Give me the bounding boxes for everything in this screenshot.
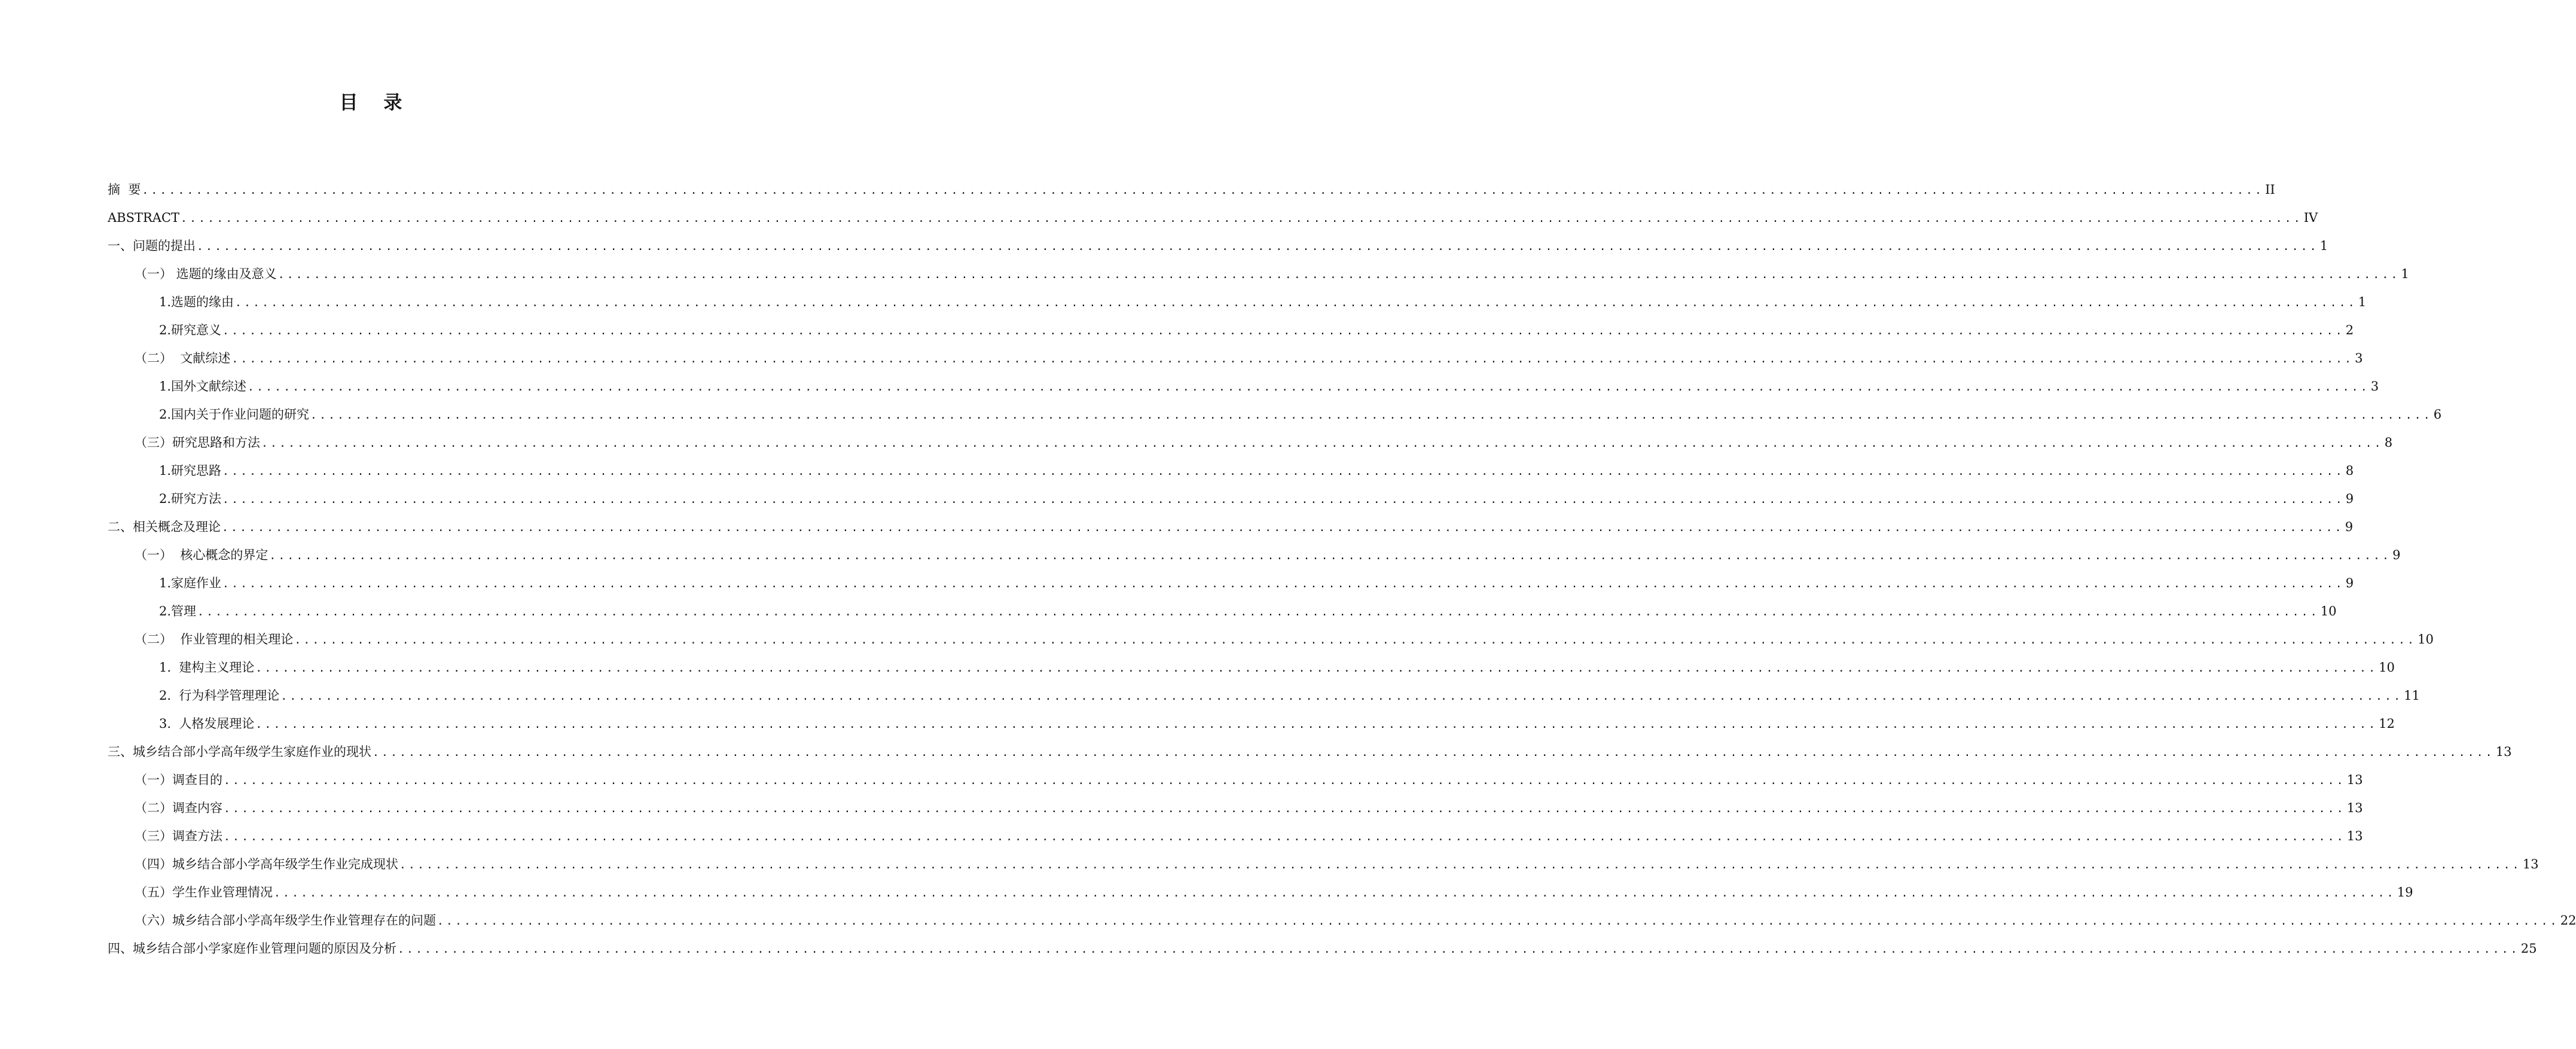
toc-dot-leader: ............................................................................................................................................................................................................................................ xyxy=(222,578,2345,590)
toc-dot-leader: ............................................................................................................................................................................................................................................ xyxy=(235,297,2357,309)
toc-entry-label: 2.研究方法 xyxy=(159,492,222,506)
toc-page-number: 1 xyxy=(2358,295,2367,309)
toc-entry-label: 二、相关概念及理论 xyxy=(108,520,221,534)
toc-entry[interactable] xyxy=(108,260,2409,288)
toc-dot-leader: ............................................................................................................................................................................................................................................ xyxy=(181,212,2303,225)
toc-entry[interactable] xyxy=(108,373,2379,401)
toc-dot-leader: ............................................................................................................................................................................................................................................ xyxy=(280,690,2403,703)
toc-page-number: 12 xyxy=(2379,716,2395,731)
toc-entry-label: （三）研究思路和方法 xyxy=(135,435,260,450)
toc-entry-label: 1.研究思路 xyxy=(159,463,222,478)
toc-dot-leader: ............................................................................................................................................................................................................................................ xyxy=(248,381,2370,394)
toc-page-number: 8 xyxy=(2384,435,2393,450)
toc-entry-label: 1.国外文献综述 xyxy=(159,379,247,394)
toc-page-number: 2 xyxy=(2345,323,2354,337)
toc-entry[interactable] xyxy=(108,935,2537,963)
toc-entry-label: 2. 行为科学管理理论 xyxy=(159,688,280,703)
toc-entry[interactable] xyxy=(108,316,2354,344)
toc-dot-leader: ............................................................................................................................................................................................................................................ xyxy=(261,437,2383,450)
toc-entry[interactable] xyxy=(108,822,2363,850)
toc-entry[interactable] xyxy=(108,907,2576,935)
toc-entry-label: （三）调查方法 xyxy=(135,829,222,843)
toc-page-number: 10 xyxy=(2379,660,2395,675)
toc-page-number: 22 xyxy=(2560,913,2576,928)
toc-entry-label: ABSTRACT xyxy=(108,211,180,225)
toc-entry-label: 一、问题的提出 xyxy=(108,239,196,253)
toc-entry[interactable] xyxy=(108,541,2401,569)
toc-entry[interactable] xyxy=(108,879,2413,907)
toc-entry-label: 2.管理 xyxy=(159,604,197,618)
toc-entry[interactable] xyxy=(108,485,2354,513)
toc-entry-label: 摘 要 xyxy=(108,182,141,197)
toc-dot-leader: ............................................................................................................................................................................................................................................ xyxy=(222,325,2345,337)
toc-entry[interactable] xyxy=(108,401,2442,429)
toc-page-number: 10 xyxy=(2418,632,2434,647)
toc-entry-label: 三、城乡结合部小学高年级学生家庭作业的现状 xyxy=(108,745,371,759)
toc-entry-label: 2.研究意义 xyxy=(159,323,222,337)
toc-dot-leader: ............................................................................................................................................................................................................................................ xyxy=(310,409,2432,422)
table-of-contents xyxy=(108,176,2576,963)
page-title: 目 录 xyxy=(339,92,412,114)
toc-entry-label: 四、城乡结合部小学家庭作业管理问题的原因及分析 xyxy=(108,941,396,956)
toc-entry-label: （二）调查内容 xyxy=(135,801,222,815)
toc-entry[interactable] xyxy=(108,513,2354,541)
toc-page-number: 13 xyxy=(2522,857,2539,871)
toc-entry[interactable] xyxy=(108,232,2328,260)
toc-page-number: 1 xyxy=(2319,239,2328,253)
toc-entry-label: （一）调查目的 xyxy=(135,773,222,787)
toc-entry[interactable] xyxy=(108,288,2367,316)
toc-page-number: 6 xyxy=(2433,407,2442,422)
toc-dot-leader: ............................................................................................................................................................................................................................................ xyxy=(398,943,2520,956)
toc-entry[interactable] xyxy=(108,710,2395,738)
toc-dot-leader: ............................................................................................................................................................................................................................................ xyxy=(142,184,2264,197)
toc-entry-label: （一） 选题的缘由及意义 xyxy=(135,267,277,281)
toc-page-number: 9 xyxy=(2345,492,2354,506)
toc-dot-leader: ............................................................................................................................................................................................................................................ xyxy=(197,240,2319,253)
toc-entry[interactable] xyxy=(108,204,2318,232)
toc-dot-leader: ............................................................................................................................................................................................................................................ xyxy=(269,550,2392,562)
toc-dot-leader: ............................................................................................................................................................................................................................................ xyxy=(255,718,2378,731)
toc-page-number: 13 xyxy=(2346,801,2363,815)
toc-page-number: 9 xyxy=(2345,576,2354,590)
toc-page-number: 1 xyxy=(2401,267,2409,281)
toc-page-number: IV xyxy=(2303,211,2318,225)
toc-page-number: II xyxy=(2265,182,2275,197)
toc-entry-label: 1.选题的缘由 xyxy=(159,295,234,309)
toc-entry[interactable] xyxy=(108,569,2354,597)
toc-page-number: 3 xyxy=(2355,351,2363,365)
toc-dot-leader: ............................................................................................................................................................................................................................................ xyxy=(274,887,2396,899)
toc-dot-leader: ............................................................................................................................................................................................................................................ xyxy=(224,831,2346,843)
toc-dot-leader: ............................................................................................................................................................................................................................................ xyxy=(222,465,2345,478)
toc-entry[interactable] xyxy=(108,738,2512,766)
toc-page-number: 13 xyxy=(2495,745,2512,759)
toc-dot-leader: ............................................................................................................................................................................................................................................ xyxy=(277,269,2400,281)
toc-entry-label: 3. 人格发展理论 xyxy=(159,716,255,731)
toc-entry[interactable] xyxy=(108,850,2539,879)
toc-dot-leader: ............................................................................................................................................................................................................................................ xyxy=(437,915,2559,928)
toc-dot-leader: ............................................................................................................................................................................................................................................ xyxy=(222,522,2344,534)
toc-page-number: 10 xyxy=(2320,604,2337,618)
toc-dot-leader: ............................................................................................................................................................................................................................................ xyxy=(294,634,2417,647)
toc-entry-label: （四）城乡结合部小学高年级学生作业完成现状 xyxy=(135,857,398,871)
toc-dot-leader: ............................................................................................................................................................................................................................................ xyxy=(224,803,2346,815)
toc-dot-leader: ............................................................................................................................................................................................................................................ xyxy=(231,353,2354,365)
toc-entry[interactable] xyxy=(108,654,2395,682)
toc-entry[interactable] xyxy=(108,344,2363,373)
toc-entry[interactable] xyxy=(108,429,2393,457)
toc-page-number: 11 xyxy=(2404,688,2420,703)
toc-entry-label: （五）学生作业管理情况 xyxy=(135,885,273,899)
toc-entry[interactable] xyxy=(108,597,2337,626)
toc-dot-leader: ............................................................................................................................................................................................................................................ xyxy=(373,746,2495,759)
toc-entry[interactable] xyxy=(108,682,2420,710)
toc-page-number: 3 xyxy=(2370,379,2379,394)
toc-entry-label: 1.家庭作业 xyxy=(159,576,222,590)
toc-entry[interactable] xyxy=(108,794,2363,822)
toc-page-number: 9 xyxy=(2345,520,2354,534)
toc-entry[interactable] xyxy=(108,457,2354,485)
toc-entry[interactable] xyxy=(108,176,2275,204)
toc-entry-label: （一） 核心概念的界定 xyxy=(135,548,268,562)
toc-page-number: 13 xyxy=(2346,773,2363,787)
toc-dot-leader: ............................................................................................................................................................................................................................................ xyxy=(222,493,2345,506)
toc-page-number: 8 xyxy=(2345,463,2354,478)
toc-dot-leader: ............................................................................................................................................................................................................................................ xyxy=(224,774,2346,787)
toc-entry[interactable] xyxy=(108,766,2363,794)
toc-dot-leader: ............................................................................................................................................................................................................................................ xyxy=(255,662,2378,675)
toc-dot-leader: ............................................................................................................................................................................................................................................ xyxy=(197,606,2319,618)
toc-entry-label: （六）城乡结合部小学高年级学生作业管理存在的问题 xyxy=(135,913,436,928)
toc-page-number: 13 xyxy=(2346,829,2363,843)
toc-page-number: 9 xyxy=(2392,548,2401,562)
toc-entry-label: 1. 建构主义理论 xyxy=(159,660,255,675)
toc-dot-leader: ............................................................................................................................................................................................................................................ xyxy=(399,859,2522,871)
toc-entry-label: （二） 作业管理的相关理论 xyxy=(135,632,294,647)
toc-page-number: 25 xyxy=(2520,941,2537,956)
toc-page-number: 19 xyxy=(2397,885,2413,899)
toc-entry[interactable] xyxy=(108,626,2434,654)
toc-entry-label: 2.国内关于作业问题的研究 xyxy=(159,407,310,422)
toc-entry-label: （二） 文献综述 xyxy=(135,351,231,365)
